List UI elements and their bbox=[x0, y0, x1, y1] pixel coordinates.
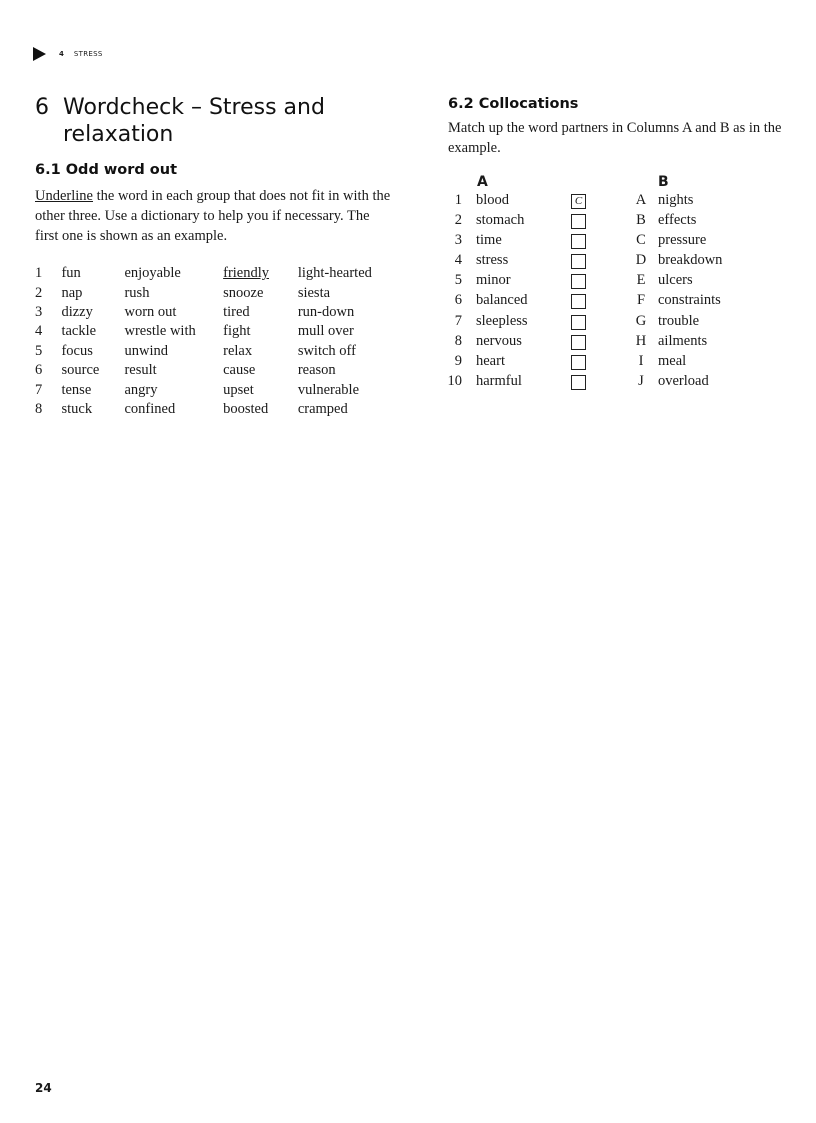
answer-box[interactable] bbox=[571, 335, 586, 350]
right-column bbox=[448, 96, 798, 393]
word-text: enjoyable bbox=[124, 265, 181, 282]
section-62-instructions: Match up the word partners in Columns A and B as in the example. bbox=[448, 120, 782, 156]
word-option[interactable] bbox=[61, 322, 124, 341]
row-number: 5 bbox=[35, 342, 43, 359]
word-text: upset bbox=[223, 381, 254, 398]
section-61-title: 6.1 Odd word out bbox=[35, 162, 178, 178]
collocation-row bbox=[448, 292, 798, 312]
row-number: 3 bbox=[35, 303, 43, 320]
word-text: fun bbox=[61, 265, 81, 282]
instruction-underline-word: Underline bbox=[35, 188, 93, 204]
word-option[interactable] bbox=[223, 361, 298, 380]
word-text: wrestle with bbox=[124, 323, 196, 340]
collocation-row bbox=[448, 353, 798, 373]
word-text: light-hearted bbox=[297, 265, 372, 282]
word-text: tackle bbox=[61, 323, 97, 340]
column-a-word: sleepless bbox=[476, 312, 528, 329]
row-number: 2 bbox=[454, 212, 462, 229]
word-text: tired bbox=[223, 303, 250, 320]
row-number: 3 bbox=[454, 232, 462, 249]
word-text: fight bbox=[223, 323, 251, 340]
collocation-row bbox=[448, 272, 798, 292]
collocation-row bbox=[448, 333, 798, 353]
answer-box[interactable] bbox=[571, 375, 586, 390]
column-a-word: stomach bbox=[476, 212, 525, 229]
unit-title: Wordcheck – Stress and relaxation bbox=[63, 95, 325, 147]
header-unit-title: STRESS bbox=[73, 50, 103, 58]
word-option[interactable] bbox=[223, 400, 298, 419]
option-letter: B bbox=[636, 212, 646, 229]
word-option[interactable] bbox=[124, 380, 223, 399]
collocation-row bbox=[448, 252, 798, 272]
collocation-row bbox=[448, 373, 798, 393]
word-text: relax bbox=[223, 342, 253, 359]
section-61-instructions bbox=[35, 186, 395, 246]
word-option[interactable] bbox=[223, 380, 298, 399]
odd-word-row bbox=[35, 342, 395, 361]
word-text: focus bbox=[61, 342, 93, 359]
word-text: worn out bbox=[124, 303, 177, 320]
word-option[interactable] bbox=[298, 361, 395, 380]
column-b-word: meal bbox=[658, 352, 687, 369]
word-option[interactable] bbox=[298, 264, 395, 283]
word-text: cramped bbox=[297, 400, 348, 417]
word-text: tense bbox=[61, 381, 92, 398]
word-option[interactable] bbox=[124, 361, 223, 380]
column-a-word: nervous bbox=[476, 332, 522, 349]
answer-box[interactable] bbox=[571, 274, 586, 289]
answer-box[interactable] bbox=[571, 355, 586, 370]
word-option[interactable] bbox=[298, 283, 395, 302]
column-a-word: heart bbox=[476, 352, 505, 369]
odd-word-row bbox=[35, 400, 395, 419]
row-number: 1 bbox=[454, 192, 462, 208]
play-arrow-icon bbox=[33, 47, 46, 61]
row-number: 8 bbox=[454, 332, 462, 349]
word-text: dizzy bbox=[61, 303, 93, 320]
column-b-word: ailments bbox=[658, 332, 708, 349]
word-text: confined bbox=[124, 400, 176, 417]
answer-box[interactable] bbox=[571, 254, 586, 269]
word-option[interactable] bbox=[298, 380, 395, 399]
answer-box[interactable] bbox=[571, 214, 586, 229]
word-option[interactable] bbox=[61, 342, 124, 361]
column-b-word: breakdown bbox=[658, 252, 723, 269]
word-option[interactable] bbox=[124, 400, 223, 419]
page-number: 24 bbox=[35, 1081, 52, 1095]
column-a-word: harmful bbox=[476, 372, 522, 389]
odd-word-row bbox=[35, 283, 395, 302]
instruction-text: the word in each group that does not fit in with the other three. Use a dictionary to help you if necessary. The first one is shown as an example. bbox=[35, 188, 391, 244]
word-option[interactable] bbox=[223, 322, 298, 341]
word-text: vulnerable bbox=[297, 381, 360, 398]
word-option[interactable] bbox=[223, 283, 298, 302]
word-option[interactable] bbox=[61, 283, 124, 302]
word-option[interactable] bbox=[61, 380, 124, 399]
answer-box[interactable]: C bbox=[571, 194, 586, 209]
word-option[interactable] bbox=[61, 303, 124, 322]
odd-word-table bbox=[35, 264, 395, 419]
row-number: 6 bbox=[454, 292, 462, 309]
column-b-word: ulcers bbox=[658, 272, 693, 289]
row-number: 8 bbox=[35, 400, 43, 417]
word-option[interactable] bbox=[298, 400, 395, 419]
word-text: snooze bbox=[223, 284, 264, 301]
section-62-title: 6.2 Collocations bbox=[448, 96, 579, 112]
collocation-row bbox=[448, 232, 798, 252]
row-number: 1 bbox=[35, 265, 43, 282]
word-text: rush bbox=[124, 284, 150, 301]
answer-box[interactable] bbox=[571, 294, 586, 309]
row-number: 5 bbox=[454, 272, 462, 289]
collocation-row bbox=[448, 192, 798, 212]
word-option[interactable] bbox=[124, 264, 223, 283]
collocation-match bbox=[448, 172, 798, 393]
word-text: stuck bbox=[61, 400, 93, 417]
word-option[interactable] bbox=[298, 322, 395, 341]
word-text: reason bbox=[297, 362, 336, 379]
column-a-word: time bbox=[476, 232, 502, 249]
word-option[interactable] bbox=[61, 361, 124, 380]
word-text: switch off bbox=[297, 342, 356, 359]
option-letter: D bbox=[635, 252, 647, 269]
column-a-word: minor bbox=[476, 272, 511, 289]
word-text: source bbox=[61, 362, 100, 379]
word-option[interactable] bbox=[124, 322, 223, 341]
row-number: 7 bbox=[35, 381, 43, 398]
word-option[interactable] bbox=[124, 283, 223, 302]
collocation-row bbox=[448, 313, 798, 333]
word-option[interactable] bbox=[223, 264, 298, 283]
running-header bbox=[33, 46, 103, 62]
column-b-word: pressure bbox=[658, 232, 707, 249]
column-a-word: balanced bbox=[476, 292, 528, 309]
word-text: boosted bbox=[223, 400, 269, 417]
word-text: friendly bbox=[223, 265, 270, 282]
odd-word-row bbox=[35, 264, 395, 283]
word-option[interactable] bbox=[61, 264, 124, 283]
unit-number: 6 bbox=[35, 95, 49, 120]
row-number: 4 bbox=[454, 252, 462, 269]
header-unit-number: 4 bbox=[59, 50, 64, 58]
word-option[interactable] bbox=[223, 303, 298, 322]
word-option[interactable] bbox=[124, 342, 223, 361]
column-a-word: stress bbox=[476, 252, 509, 269]
option-letter: C bbox=[636, 232, 646, 249]
option-letter: I bbox=[638, 352, 644, 369]
row-number: 9 bbox=[454, 352, 462, 369]
odd-word-row bbox=[35, 303, 395, 322]
column-a-heading: A bbox=[477, 174, 488, 190]
answer-box[interactable] bbox=[571, 234, 586, 249]
column-b-word: effects bbox=[658, 212, 697, 229]
row-number: 7 bbox=[454, 312, 462, 329]
row-number: 6 bbox=[35, 362, 43, 379]
row-number: 4 bbox=[35, 323, 43, 340]
word-text: angry bbox=[124, 381, 158, 398]
word-text: cause bbox=[223, 362, 256, 379]
option-letter: G bbox=[635, 312, 647, 329]
column-b-word: nights bbox=[658, 192, 694, 208]
word-text: unwind bbox=[124, 342, 168, 359]
column-b-word: constraints bbox=[658, 292, 721, 309]
column-b-word: overload bbox=[658, 372, 709, 389]
column-a-word: blood bbox=[476, 192, 510, 208]
odd-word-row bbox=[35, 380, 395, 399]
odd-word-row bbox=[35, 361, 395, 380]
word-text: run-down bbox=[297, 303, 355, 320]
odd-word-row bbox=[35, 322, 395, 341]
word-option[interactable] bbox=[298, 342, 395, 361]
option-letter: H bbox=[635, 332, 647, 349]
collocation-row bbox=[448, 212, 798, 232]
word-text: result bbox=[124, 362, 157, 379]
word-option[interactable] bbox=[298, 303, 395, 322]
row-number: 2 bbox=[35, 284, 43, 301]
column-b-heading: B bbox=[658, 174, 669, 190]
word-text: nap bbox=[61, 284, 83, 301]
option-letter: J bbox=[638, 372, 644, 389]
left-column bbox=[35, 94, 395, 419]
word-option[interactable] bbox=[223, 342, 298, 361]
word-option[interactable] bbox=[124, 303, 223, 322]
option-letter: E bbox=[636, 272, 646, 289]
match-headings bbox=[448, 172, 798, 192]
answer-box[interactable] bbox=[571, 315, 586, 330]
column-b-word: trouble bbox=[658, 312, 700, 329]
word-text: mull over bbox=[297, 323, 354, 340]
option-letter: F bbox=[636, 292, 646, 309]
option-letter: A bbox=[635, 192, 647, 208]
unit-heading bbox=[35, 94, 395, 148]
word-text: siesta bbox=[297, 284, 331, 301]
word-option[interactable] bbox=[61, 400, 124, 419]
row-number: 10 bbox=[447, 372, 462, 389]
